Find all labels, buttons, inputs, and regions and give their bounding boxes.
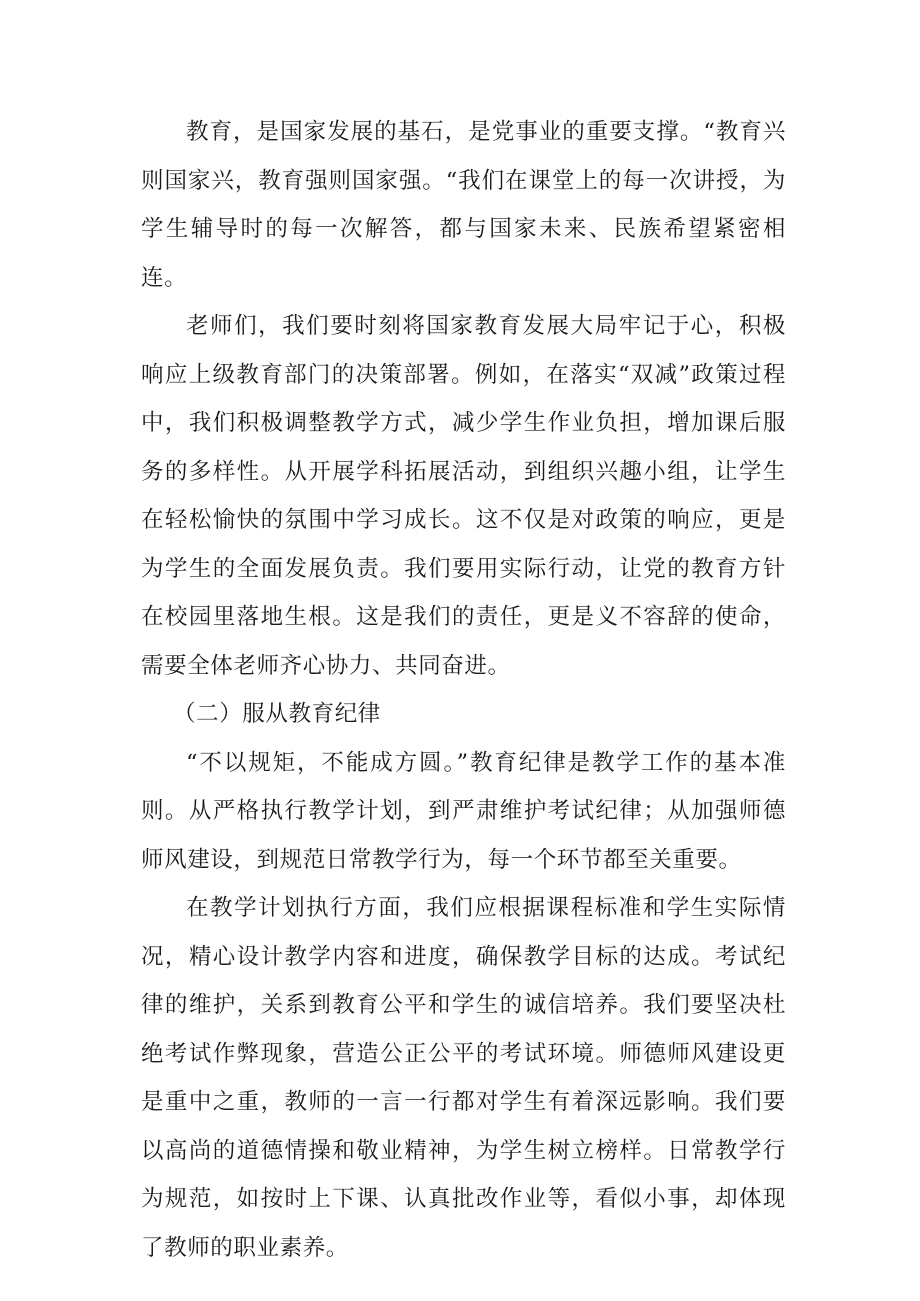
paragraph-discipline-details: 在教学计划执行方面，我们应根据课程标准和学生实际情况，精心设计教学内容和进度，确保教学目标的达成。考试纪律的维护，关系到教育公平和学生的诚信培养。我们要坚决杜绝考试作弊现象，营造公正公平的考试环境。师德师风建设更是重中之重，教师的一言一行都对学生有着深远影响。我们要以高尚的道德情操和敬业精神，为学生树立榜样。日常教学行为规范，如按时上下课、认真批改作业等，看似小事，却体现了教师的职业素养。: [141, 895, 786, 1261]
paragraph-teachers-responsibility: 老师们，我们要时刻将国家教育发展大局牢记于心，积极响应上级教育部门的决策部署。例如，在落实“双减”政策过程中，我们积极调整教学方式，减少学生作业负担，增加课后服务的多样性。从开展学科拓展活动，到组织兴趣小组，让学生在轻松愉快的氛围中学习成长。这不仅是对政策的响应，更是为学生的全面发展负责。我们要用实际行动，让党的教育方针在校园里落地生根。这是我们的责任，更是义不容辞的使命，需要全体老师齐心协力、共同奋进。: [141, 313, 786, 679]
section-heading: （二）服从教育纪律: [173, 701, 381, 727]
paragraph-education-foundation: 教育，是国家发展的基石，是党事业的重要支撑。“教育兴则国家兴，教育强则国家强。“我们在课堂上的每一次讲授，为学生辅导时的每一次解答，都与国家未来、民族希望紧密相连。: [141, 119, 786, 291]
paragraph-discipline-intro: “不以规矩，不能成方圆。”教育纪律是教学工作的基本准则。从严格执行教学计划，到严肃维护考试纪律；从加强师德师风建设，到规范日常教学行为，每一个环节都至关重要。: [141, 749, 786, 873]
document-body: [141, 108, 786, 1272]
